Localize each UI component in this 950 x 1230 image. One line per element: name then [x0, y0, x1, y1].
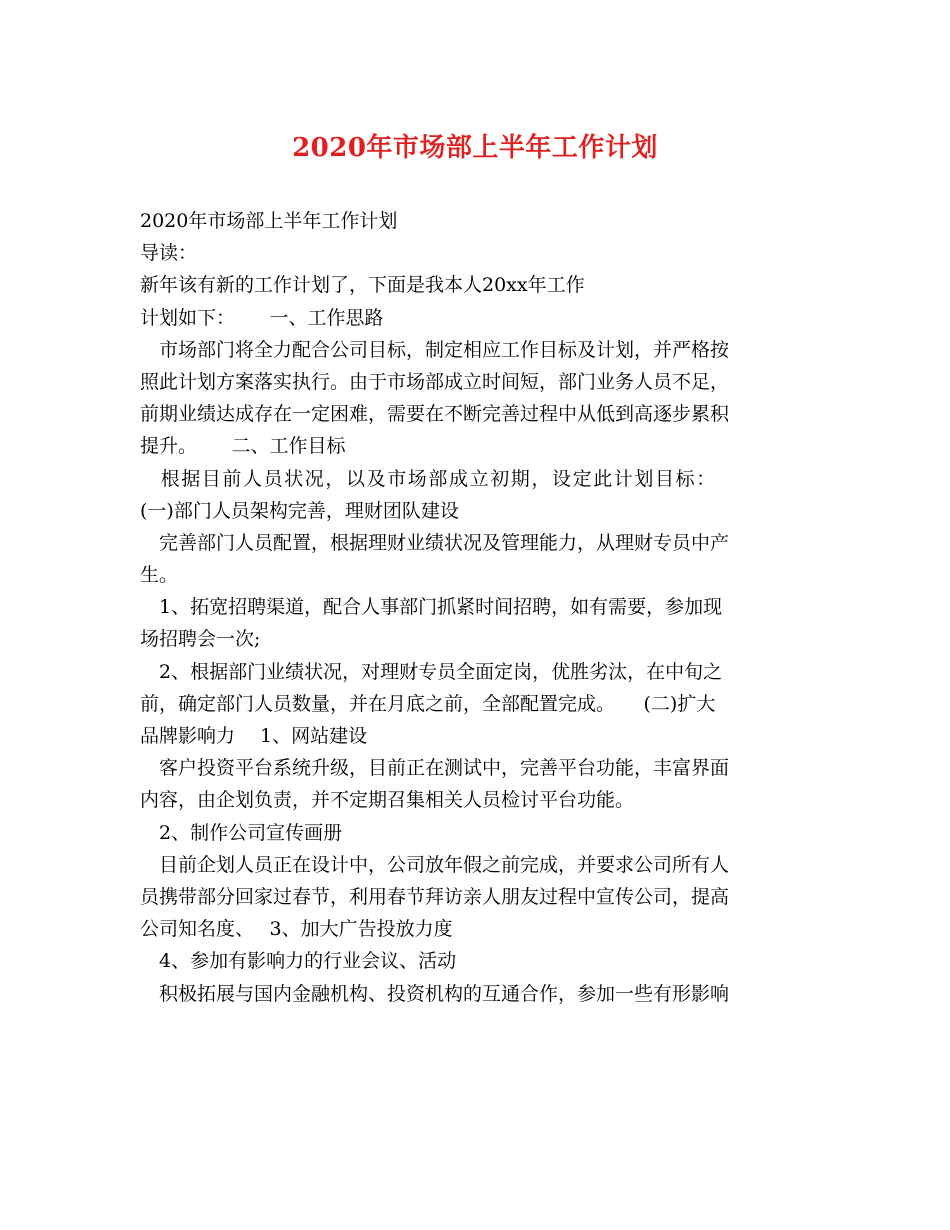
- body-line: 新年该有新的工作计划了，下面是我本人20xx年工作: [140, 274, 585, 297]
- document-body: [140, 205, 812, 1010]
- body-line: 积极拓展与国内金融机构、投资机构的互通合作，参加一些有形影响: [140, 982, 730, 1005]
- body-line: 前期业绩达成存在一定困难，需要在不断完善过程中从低到高逐步累积: [140, 403, 730, 426]
- body-line: 品牌影响力 1、网站建设: [140, 725, 368, 747]
- body-line: (一)部门人员架构完善，理财团队建设: [140, 499, 459, 522]
- body-line: 生。: [140, 564, 179, 587]
- body-line: 根据目前人员状况，以及市场部成立初期，设定此计划目标：: [140, 467, 717, 490]
- body-line: 计划如下： 一、工作思路: [140, 306, 384, 329]
- body-line: 2、制作公司宣传画册: [140, 821, 343, 844]
- document-title: 2020年市场部上半年工作计划: [292, 133, 658, 163]
- body-line: 2020年市场部上半年工作计划: [140, 210, 398, 232]
- body-line: 目前企划人员正在设计中，公司放年假之前完成，并要求公司所有人: [140, 853, 730, 876]
- body-line: 内容，由企划负责，并不定期召集相关人员检讨平台功能。: [140, 789, 635, 812]
- body-line: 照此计划方案落实执行。由于市场部成立时间短，部门业务人员不足，: [140, 370, 730, 393]
- body-line: 4、参加有影响力的行业会议、活动: [140, 950, 457, 973]
- body-line: 提升。 二、工作目标: [140, 435, 346, 458]
- body-line: 公司知名度、 3、加大广告投放力度: [140, 918, 453, 941]
- body-line: 场招聘会一次;: [140, 628, 261, 651]
- body-line: 前，确定部门人员数量，并在月底之前，全部配置完成。 (二)扩大: [140, 692, 716, 715]
- body-line: 2、根据部门业绩状况，对理财专员全面定岗，优胜劣汰，在中旬之: [140, 660, 723, 683]
- body-line: 1、拓宽招聘渠道，配合人事部门抓紧时间招聘，如有需要，参加现: [140, 596, 723, 619]
- body-line: 导读：: [140, 242, 198, 265]
- body-line: 市场部门将全力配合公司目标，制定相应工作目标及计划，并严格按: [140, 338, 730, 361]
- body-line: 完善部门人员配置，根据理财业绩状况及管理能力，从理财专员中产: [140, 531, 730, 554]
- body-line: 客户投资平台系统升级，目前正在测试中，完善平台功能，丰富界面: [140, 757, 730, 780]
- body-line: 员携带部分回家过春节，利用春节拜访亲人朋友过程中宣传公司，提高: [140, 885, 730, 908]
